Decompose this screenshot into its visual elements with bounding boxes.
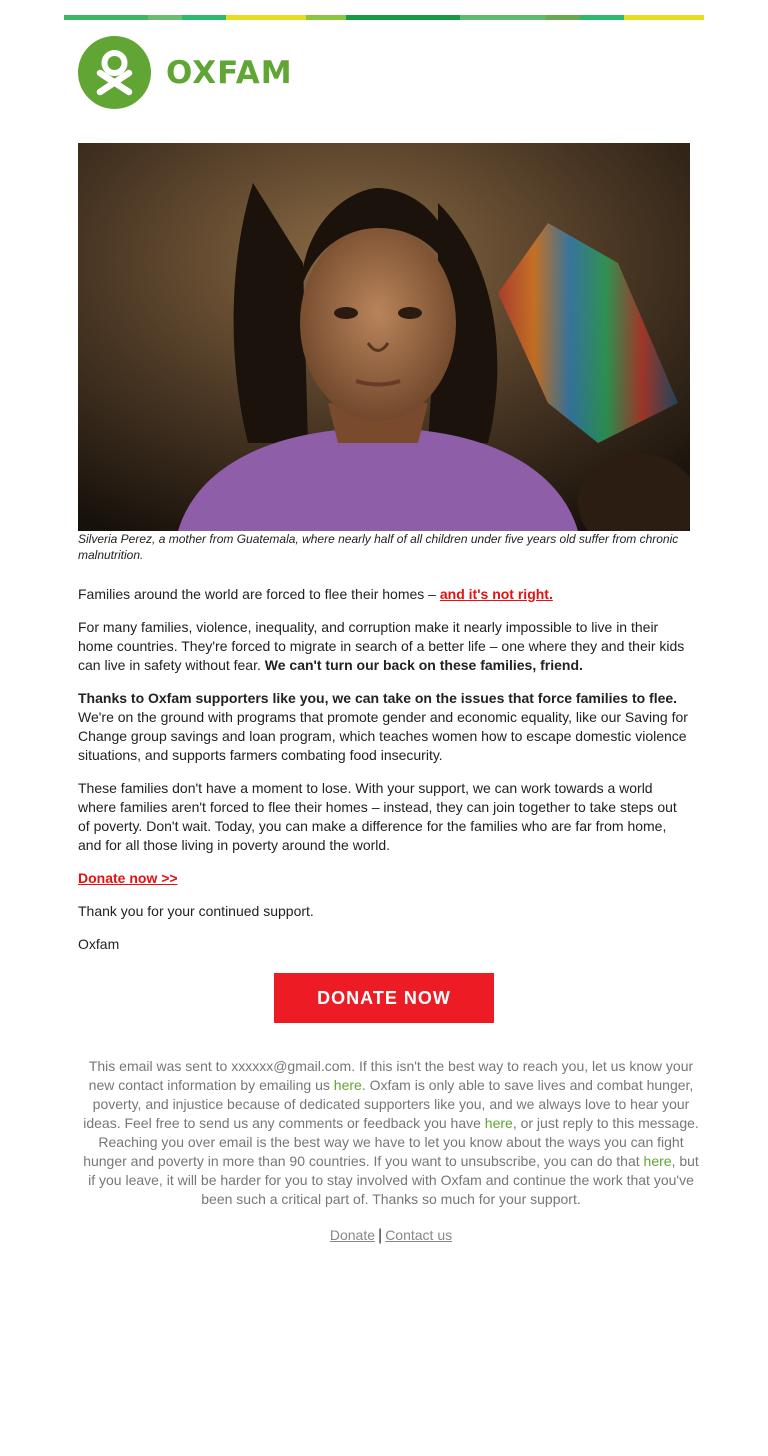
thanks-text: Thank you for your continued support. xyxy=(78,903,314,919)
stripe-segment xyxy=(580,15,624,20)
stripe-segment xyxy=(148,15,182,20)
footer-text-part: . Oxfam is only able to save lives and combat hunger, poverty, and injustice because of dedicated supporters like you, and we always love to hear your ideas. Feel free to send us any comments or feedback you have xyxy=(83,1077,694,1131)
footer-nav xyxy=(0,1227,768,1245)
paragraph-text: We're on the ground with programs that promote gender and economic equality, like our Saving for Change group savings and loan program, which teaches women how to escape domestic violence situations, and supports farmers combating food insecurity. xyxy=(78,709,688,763)
paragraph xyxy=(78,869,690,888)
stripe-segment xyxy=(64,15,148,20)
paragraph-bold: Thanks to Oxfam supporters like you, we can take on the issues that force families to flee. xyxy=(78,690,678,706)
paragraph-text: For many families, violence, inequality, and corruption make it nearly impossible to live in their home countries. They're forced to migrate in search of a better life – one where they and their kids can live in safety without fear. xyxy=(78,619,685,673)
footer-text-part: This email was sent to xxxxxx@gmail.com. If this isn't the best way to reach you, let us know your new contact information by emailing us xyxy=(88,1058,694,1093)
footer-text-part: , but if you leave, it will be harder for you to stay involved with Oxfam and continue the work that you've been such a critical part of. Thanks so much for your support. xyxy=(88,1153,699,1207)
footer-donate-link[interactable]: Donate xyxy=(329,1227,376,1243)
donate-now-link[interactable]: Donate now >> xyxy=(78,870,178,886)
photo-caption: Silveria Perez, a mother from Guatemala, where nearly half of all children under five years old suffer from chronic malnutrition. xyxy=(78,532,679,562)
paragraph xyxy=(78,585,690,604)
stripe-segment xyxy=(306,15,346,20)
email-us-link[interactable]: here xyxy=(333,1077,362,1093)
paragraph-bold: We can't turn our back on these families, friend. xyxy=(264,657,583,673)
oxfam-logo-icon xyxy=(78,36,151,109)
paragraph-text: These families don't have a moment to lose. With your support, we can work towards a world where families aren't forced to flee their homes – instead, they can join together to take steps out of poverty. Don't wait. Today, you can make a difference for the families who are far from home, and for all those living in poverty around the world. xyxy=(78,780,677,853)
footer-text-part: , or just reply to this message. Reaching you over email is the best way we have to let you know about the ways you can fight hunger and poverty in more than 90 countries. If you want to unsubscribe, you can do that xyxy=(83,1115,699,1169)
email-body xyxy=(78,585,690,968)
footer-separator: | xyxy=(378,1227,383,1244)
hero-image xyxy=(78,143,690,531)
paragraph xyxy=(78,618,690,675)
paragraph xyxy=(78,779,690,855)
stripe-segment xyxy=(624,15,704,20)
stripe-segment xyxy=(346,15,460,20)
paragraph-text: Families around the world are forced to flee their homes – xyxy=(78,586,440,602)
brand-stripe xyxy=(64,15,704,20)
not-right-link[interactable]: and it's not right. xyxy=(439,586,553,602)
footer-contact-link[interactable]: Contact us xyxy=(385,1227,453,1243)
stripe-segment xyxy=(182,15,226,20)
stripe-segment xyxy=(226,15,306,20)
footer-text xyxy=(82,1057,700,1209)
oxfam-logo[interactable] xyxy=(78,36,293,109)
donate-now-button[interactable]: DONATE NOW xyxy=(274,973,494,1023)
oxfam-logo-text: OXFAM xyxy=(166,54,293,91)
unsubscribe-link[interactable]: here xyxy=(643,1153,672,1169)
stripe-segment xyxy=(460,15,546,20)
stripe-segment xyxy=(546,15,580,20)
paragraph xyxy=(78,689,690,765)
cta-wrapper xyxy=(274,973,494,1023)
feedback-link[interactable]: here xyxy=(484,1115,513,1131)
signature: Oxfam xyxy=(78,936,120,952)
